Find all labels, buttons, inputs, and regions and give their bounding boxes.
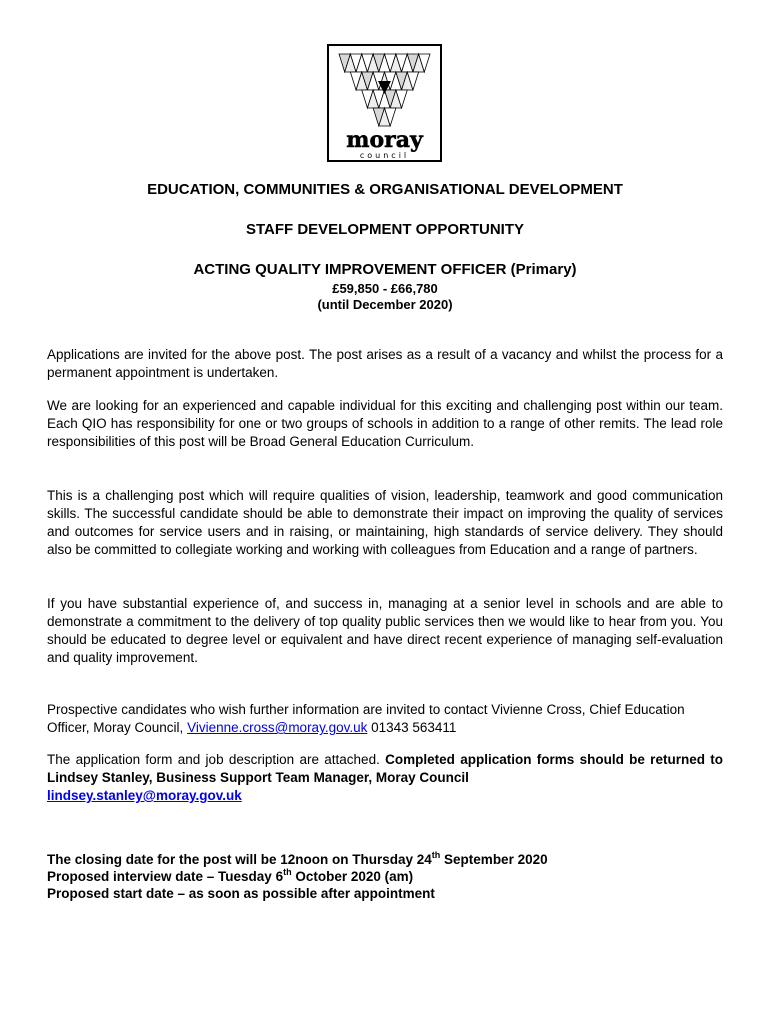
closing-date-ordinal: th [431,849,441,860]
logo-subtext: council [359,151,410,160]
contact-phone: 01343 563411 [367,720,457,735]
closing-date [47,851,737,869]
interview-date [47,868,737,886]
application-instructions: Completed application forms should be returned to Lindsey Stanley, Business Support Team Manager, Moray Council [47,752,723,785]
post-duration: (until December 2020) [317,297,453,312]
interview-date-month: October 2020 (am) [291,869,414,884]
application-email-link[interactable]: lindsey.stanley@moray.gov.uk [47,788,242,803]
experience-paragraph: If you have substantial experience of, and success in, managing at a senior level in schools and are able to demonstrate a commitment to the delivery of top quality public services then we would like to hear from you. You should be educated to degree level or equivalent and have direct recent experience of managing self-evaluation and quality improvement. [47,596,723,665]
qualities-paragraph: This is a challenging post which will require qualities of vision, leadership, teamwork and good communication skills. The successful candidate should be able to demonstrate their impact on improving the quality of services and outcomes for service users and in raising, or maintaining, high standards of service delivery. They should also be committed to collegiate working and working with colleagues from Education and a range of partners. [47,488,723,557]
interview-date-text: Proposed interview date – Tuesday 6 [47,869,284,884]
moray-council-logo [327,44,442,162]
opportunity-heading: STAFF DEVELOPMENT OPPORTUNITY [245,221,525,238]
intro-paragraph: Applications are invited for the above post. The post arises as a result of a vacancy and whilst the process for a permanent appointment is undertaken. [47,347,723,380]
post-title-heading: ACTING QUALITY IMPROVEMENT OFFICER (Primary) [193,261,577,278]
interview-date-ordinal: th [283,866,292,877]
contact-paragraph [47,701,723,737]
closing-date-month: September 2020 [440,852,548,867]
salary-range: £59,850 - £66,780 [332,281,438,296]
department-heading: EDUCATION, COMMUNITIES & ORGANISATIONAL DEVELOPMENT [147,181,623,198]
logo-graphic [327,44,442,162]
role-paragraph: We are looking for an experienced and capable individual for this exciting and challenging post within our team. Each QIO has responsibility for one or two groups of schools in addition to a range of other remits. The lead role responsibilities of this post will be Broad General Education Curriculum. [47,398,723,449]
contact-intro: Prospective candidates who wish further information are invited to contact Vivienne Cross, Chief Education Officer, Moray Council, [47,702,685,735]
application-text: The application form and job description are attached. [47,752,386,767]
logo-wordmark: moray [346,127,423,153]
closing-date-text: The closing date for the post will be 12noon on Thursday 24 [47,852,432,867]
start-date: Proposed start date – as soon as possible after appointment [47,886,435,901]
application-paragraph [47,751,723,805]
contact-email-link[interactable]: Vivienne.cross@moray.gov.uk [187,720,368,735]
